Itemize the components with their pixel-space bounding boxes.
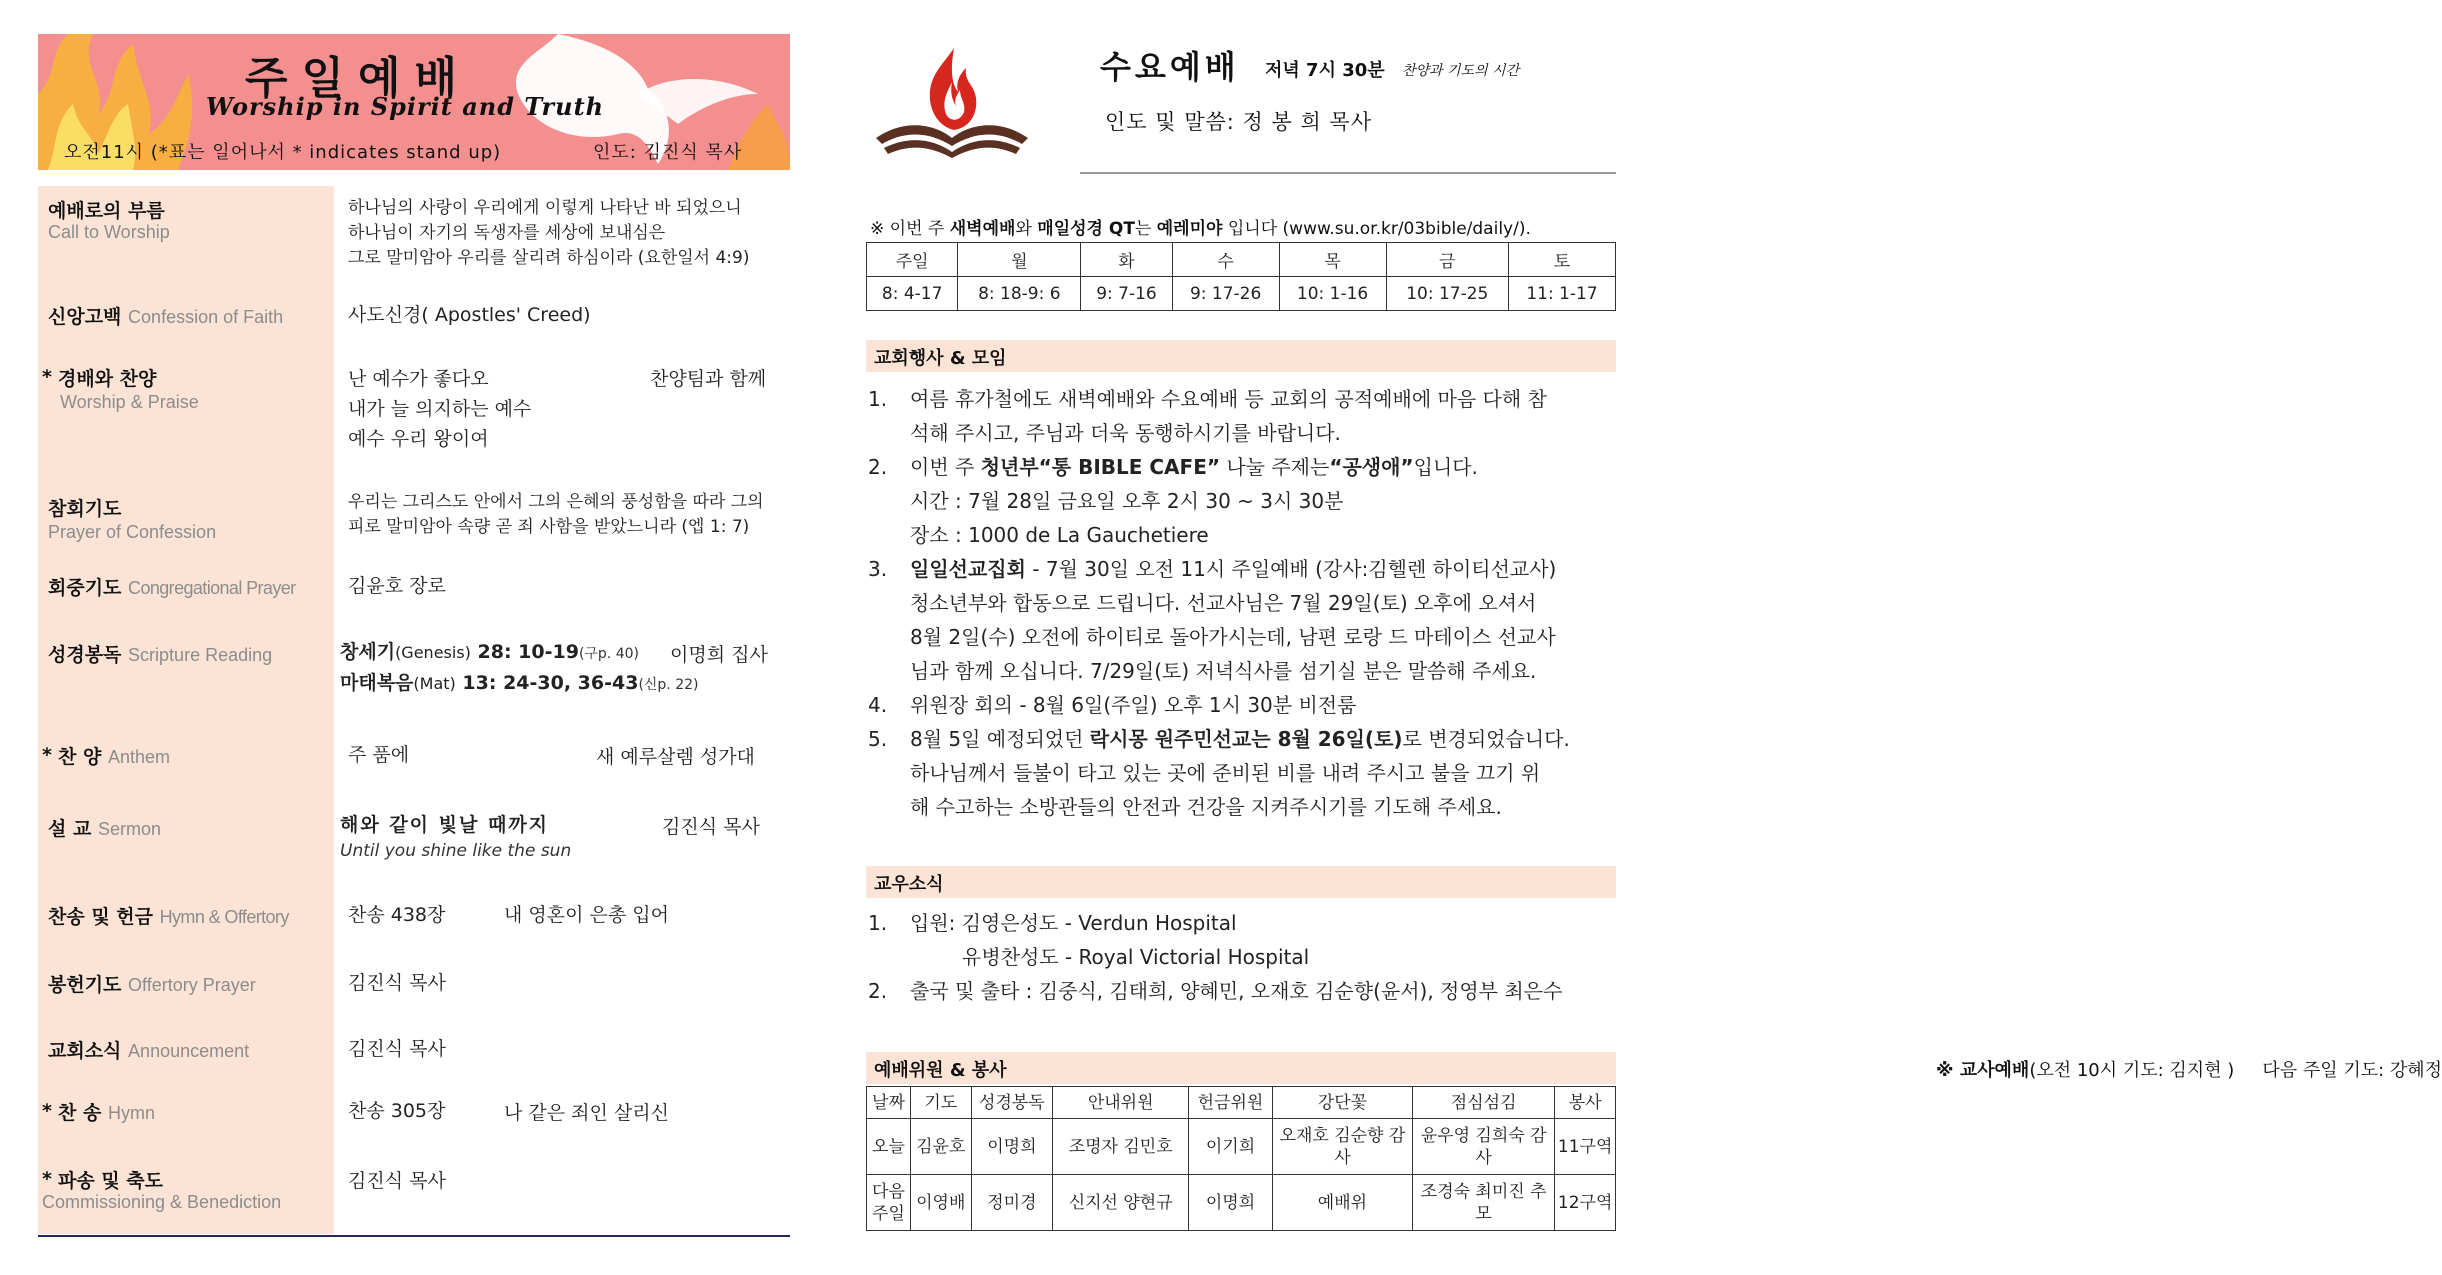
anthem-content: 주 품에 [348,744,410,766]
call-text [348,196,750,271]
cong-prayer-en: Congregational Prayer [128,578,296,598]
reading-2-en: (Mat) [413,674,456,693]
event-3-line-3: 8월 2일(수) 오전에 하이티로 돌아가시는데, 남편 로랑 드 마테이스 선교사 [910,625,1556,649]
event-5-line-2: 하나님께서 들불이 타고 있는 곳에 준비된 비를 내려 주시고 불을 끄기 위 [910,761,1541,785]
note-mid-1: 와 [1015,219,1038,239]
note-qt: 매일성경 QT [1037,219,1135,239]
benediction-star: * [42,1168,52,1190]
teacher-worship-detail: (오전 10시 기도: 김지현 ) [2029,1060,2235,1081]
sunday-time-note: 오전11시 (*표는 일어나서 * indicates stand up) [64,142,502,163]
praise-song-3: 예수 우리 왕이여 [348,428,489,450]
event-2-place: 장소 : 1000 de La Gauchetiere [910,523,1209,547]
wednesday-leader: 인도 및 말씀: 정 봉 희 목사 [1105,110,1372,134]
bible-readings-row [867,277,1616,311]
header-cell: 점심섬김 [1413,1087,1555,1119]
prayer-conf-line-2: 피로 말미암아 속량 곧 죄 사함을 받았느니라 (엡 1: 7) [348,517,750,537]
header-cell: 성경봉독 [971,1087,1053,1119]
confession-en: Confession of Faith [128,307,284,327]
member-1-num: 1. [868,911,888,935]
flame-bible-logo-icon [872,42,1032,160]
header-cell: 안내위원 [1053,1087,1189,1119]
member-item-1 [868,906,1237,940]
events-section-label: 교회행사 & 모임 [874,348,1007,369]
reading-cell: 10: 17-25 [1386,277,1508,311]
note-dawn: 새벽예배 [949,219,1016,239]
anthem-by: 새 예루살렘 성가대 [596,746,755,768]
event-5-pre: 8월 5일 예정되었던 [910,727,1090,751]
teacher-worship-label: ※ 교사예배 [1936,1060,2030,1081]
members-section-label: 교우소식 [874,874,944,895]
scripture-reading-1 [340,638,699,669]
prayer-conf-line-1: 우리는 그리스도 안에서 그의 은혜의 풍성함을 따라 그의 [348,492,764,512]
member-2-num: 2. [868,979,888,1003]
benediction-en: Commissioning & Benediction [42,1192,282,1212]
reading-cell: 11: 1-17 [1509,277,1616,311]
scripture-reader: 이명희 집사 [670,644,768,666]
hymn-star: * [42,1100,52,1122]
day-cell: 금 [1386,243,1508,277]
hymn-title: 나 같은 죄인 살리신 [504,1102,669,1124]
praise-ko: 경배와 찬양 [58,368,157,390]
hymn-offer-ko: 찬송 및 헌금 [48,906,153,928]
event-4-text: 위원장 회의 - 8월 6일(주일) 오후 1시 30분 비전룸 [910,693,1357,717]
praise-en: Worship & Praise [60,392,199,412]
event-3-num: 3. [868,557,888,581]
event-item-2 [868,450,1478,484]
announce-content: 김진식 목사 [348,1038,446,1060]
hymn-offer-en: Hymn & Offertory [159,907,289,927]
sunday-title: 주일예배 [244,53,471,104]
prayer-conf-en: Prayer of Confession [48,522,217,542]
hymn-offer-number: 찬송 438장 [348,904,446,926]
table-cell: 다음 주일 [867,1175,911,1231]
wednesday-header-rule [1080,172,1616,174]
anthem-en: Anthem [107,747,170,767]
note-mid-2: 는 [1134,219,1157,239]
sunday-leader: 인도: 김진식 목사 [593,142,743,163]
table-cell: 예배위 [1272,1175,1412,1231]
reading-2-book: 마태복음 [340,672,414,694]
reading-cell: 9: 17-26 [1172,277,1279,311]
hymn-offer-label [48,902,289,929]
event-3-title: 일일선교집회 [910,557,1026,581]
event-1-line-1: 여름 휴가철에도 새벽예배와 수요예배 등 교회의 공적예배에 마음 다해 참 [910,387,1547,411]
cong-prayer-label [48,573,296,600]
anthem-star: * [42,744,52,766]
sermon-title: 해와 같이 빛날 때까지 [340,814,550,836]
table-cell: 오재호 김순향 감사 [1272,1119,1412,1175]
reading-cell: 8: 4-17 [867,277,958,311]
cong-prayer-content: 김윤호 장로 [348,575,446,597]
member-item-2 [868,974,1562,1008]
wednesday-title: 수요예배 [1100,48,1240,86]
table-cell: 이기희 [1189,1119,1273,1175]
anthem-ko: 찬 양 [58,746,102,768]
sermon-en: Sermon [97,819,161,839]
next-prayer: 다음 주일 기도: 강혜정 [2262,1060,2442,1081]
day-cell: 목 [1279,243,1386,277]
reading-cell: 8: 18-9: 6 [958,277,1081,311]
sermon-ko: 설 교 [48,818,92,840]
prayer-conf-ko: 참회기도 [48,498,122,520]
service-header-row [867,1087,1616,1119]
reading-cell: 9: 7-16 [1081,277,1172,311]
announce-label [48,1036,249,1063]
scripture-ko: 성경봉독 [48,644,122,666]
member-2-text: 출국 및 출타 : 김중식, 김태희, 양혜민, 오재호 김순향(윤서), 정영부 최은수 [910,979,1563,1003]
day-cell: 토 [1509,243,1616,277]
table-cell: 12구역 [1555,1175,1616,1231]
table-cell: 신지선 양현규 [1053,1175,1189,1231]
event-3-line-2: 청소년부와 합동으로 드립니다. 선교사님은 7월 29일(토) 오후에 오셔서 [910,591,1537,615]
day-cell: 주일 [867,243,958,277]
members-section-bar [866,866,1616,898]
anthem-label [58,742,170,769]
day-cell: 수 [1172,243,1279,277]
member-1-line-2: 유병찬성도 - Royal Victorial Hospital [962,945,1310,969]
confession-label [48,302,283,329]
offer-prayer-label [48,970,256,997]
bible-reading-table [866,242,1616,311]
event-5-line-3: 해 수고하는 소방관들의 안전과 건강을 지켜주시기를 기도해 주세요. [910,795,1502,819]
service-section-label: 예배위원 & 봉사 [874,1060,1007,1081]
note-post: 입니다 (www.su.or.kr/03bible/daily/). [1222,219,1531,239]
note-pre: ※ 이번 주 [870,219,950,239]
reading-2-page: (신p. 22) [638,677,699,693]
call-line-2: 하나님이 자기의 독생자를 세상에 보내심은 [348,223,666,243]
scripture-readings [340,638,699,700]
call-en: Call to Worship [48,222,170,242]
praise-star: * [42,366,52,388]
praise-by: 찬양팀과 함께 [650,368,767,390]
benediction-ko: 파송 및 축도 [58,1170,163,1192]
reading-1-page: (구p. 40) [578,646,639,662]
event-2-time: 시간 : 7월 28일 금요일 오후 2시 30 ~ 3시 30분 [910,489,1344,513]
reading-cell: 10: 1-16 [1279,277,1386,311]
offer-prayer-ko: 봉헌기도 [48,974,122,996]
event-5-post: 로 변경되었습니다. [1402,727,1570,751]
cong-prayer-ko: 회중기도 [48,577,122,599]
event-item-1 [868,382,1547,416]
service-section-bar [866,1052,2442,1084]
scripture-en: Scripture Reading [128,645,273,665]
event-item-5 [868,722,1570,756]
table-cell: 윤우영 김희숙 감사 [1413,1119,1555,1175]
sermon-label [48,814,161,841]
header-cell: 헌금위원 [1189,1087,1273,1119]
event-2-pre: 이번 주 [910,455,981,479]
prayer-conf-text [348,490,764,540]
order-label-column [38,186,334,1234]
reading-1-book: 창세기 [340,641,396,663]
call-ko: 예배로의 부름 [48,200,165,222]
hymn-label [58,1098,155,1125]
announce-ko: 교회소식 [48,1040,122,1062]
header-cell: 강단꽃 [1272,1087,1412,1119]
event-5-bold: 락시몽 원주민선교는 8월 26일(토) [1089,727,1403,751]
hymn-number: 찬송 305장 [348,1100,446,1122]
sunday-header-banner [38,34,790,170]
bible-reading-note [870,214,1531,239]
event-2-mid: 나눌 주제는 [1220,455,1330,479]
service-notes [1936,1056,2442,1082]
table-cell: 이영배 [910,1175,971,1231]
reading-1-en: (Genesis) [395,643,471,662]
confession-ko: 신앙고백 [48,306,122,328]
confession-content: 사도신경( Apostles' Creed) [348,304,591,326]
offer-prayer-content: 김진식 목사 [348,972,446,994]
bible-days-row [867,243,1616,277]
service-team-table [866,1086,1616,1231]
announce-en: Announcement [128,1041,250,1061]
call-line-1: 하나님의 사랑이 우리에게 이렇게 나타난 바 되었으니 [348,198,742,218]
reading-1-ref: 28: 10-19 [470,641,579,663]
scripture-reading-2 [340,669,699,700]
hymn-en: Hymn [107,1103,155,1123]
praise-songs [348,364,531,454]
table-cell: 김윤호 [910,1119,971,1175]
table-cell: 11구역 [1555,1119,1616,1175]
praise-song-2: 내가 늘 의지하는 예수 [348,398,532,420]
event-2-cafe: 청년부“통 BIBLE CAFE” [980,455,1220,479]
member-1-line-1: 입원: 김영은성도 - Verdun Hospital [910,911,1237,935]
event-item-3 [868,552,1556,586]
events-section-bar [866,340,1616,372]
table-cell: 조명자 김민호 [1053,1119,1189,1175]
call-line-3: 그로 말미암아 우리를 살리려 하심이라 (요한일서 4:9) [348,248,750,268]
table-cell: 이명희 [1189,1175,1273,1231]
reading-2-ref: 13: 24-30, 36-43 [455,672,639,694]
header-cell: 기도 [910,1087,971,1119]
table-cell: 정미경 [971,1175,1053,1231]
sermon-by: 김진식 목사 [662,816,760,838]
event-1-line-2: 석해 주시고, 주님과 더욱 동행하시기를 바랍니다. [910,421,1341,445]
table-cell: 조경숙 최미진 추모 [1413,1175,1555,1231]
header-cell: 날짜 [867,1087,911,1119]
note-book: 예레미야 [1156,219,1223,239]
sunday-subtitle: Worship in Spirit and Truth [206,92,605,121]
service-row-today [867,1119,1616,1175]
event-2-num: 2. [868,455,888,479]
header-cell: 봉사 [1555,1087,1616,1119]
event-5-num: 5. [868,727,888,751]
day-cell: 화 [1081,243,1172,277]
day-cell: 월 [958,243,1081,277]
praise-song-1: 난 예수가 좋다오 [348,368,489,390]
hymn-offer-title: 내 영혼이 은총 입어 [504,904,669,926]
event-2-post: 입니다. [1413,455,1478,479]
event-2-topic: “공생애” [1329,455,1414,479]
event-4-num: 4. [868,693,888,717]
service-row-next [867,1175,1616,1231]
sermon-title-en: Until you shine like the sun [340,841,572,861]
hymn-ko: 찬 송 [58,1102,102,1124]
event-3-line-1: - 7월 30일 오전 11시 주일예배 (강사:김헬렌 하이티선교사) [1025,557,1557,581]
benediction-content: 김진식 목사 [348,1170,446,1192]
table-cell: 오늘 [867,1119,911,1175]
order-bottom-rule [38,1235,790,1237]
event-1-num: 1. [868,387,888,411]
scripture-label [48,640,272,667]
table-cell: 이명희 [971,1119,1053,1175]
event-3-line-4: 님과 함께 오십니다. 7/29일(토) 저녁식사를 섬기실 분은 말씀해 주세요. [910,659,1537,683]
wednesday-script-note: 찬양과 기도의 시간 [1402,63,1520,79]
event-item-4 [868,688,1356,722]
wednesday-time: 저녁 7시 30분 [1265,60,1385,81]
offer-prayer-en: Offertory Prayer [128,975,256,995]
